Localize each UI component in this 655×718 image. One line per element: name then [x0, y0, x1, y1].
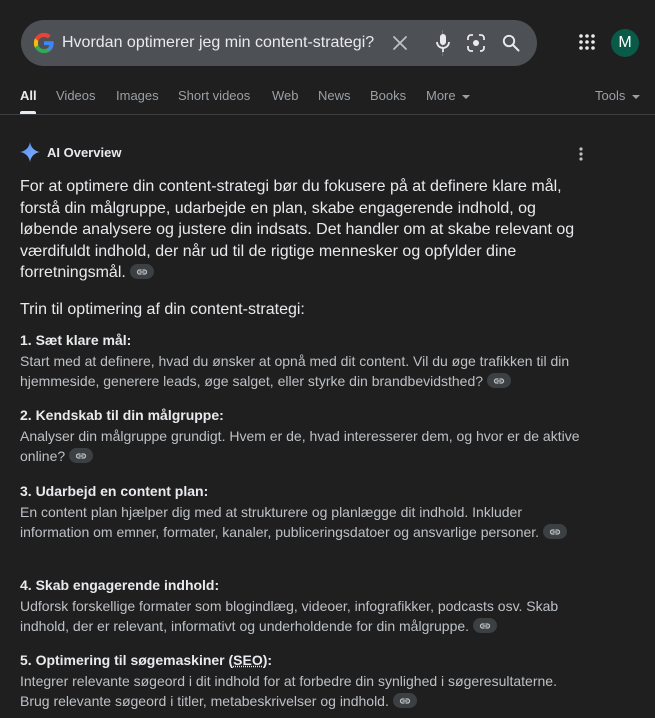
step-body-text: Integrer relevante søgeord i dit indhold for at forbedre din synlighed i søgeresultaterne. Brug relevante søgeord i titler, metabeskrivelser og indhold.	[20, 673, 557, 709]
source-link-button[interactable]	[473, 618, 497, 633]
tab-images[interactable]: Images	[116, 88, 159, 103]
tabs-divider	[0, 114, 655, 115]
close-icon	[392, 35, 408, 51]
link-icon	[549, 527, 561, 537]
step-title-suffix: ):	[262, 652, 273, 668]
gemini-sparkle-icon	[20, 142, 40, 162]
link-icon	[479, 621, 491, 631]
google-logo-icon	[33, 32, 55, 54]
step-body-text: En content plan hjælper dig med at strukturere og planlægge dit indhold. Inkluder information om emner, formater, kanaler, publiceringsdatoer og ansvarlige personer.	[20, 504, 540, 540]
steps-heading: Trin til optimering af din content-strategi:	[20, 301, 305, 318]
source-link-button[interactable]	[69, 448, 93, 463]
chevron-down-icon	[632, 94, 640, 100]
step-item	[20, 576, 580, 636]
link-icon	[75, 451, 87, 461]
chevron-down-icon	[462, 94, 470, 100]
step-title: 2. Kendskab til din målgruppe:	[20, 407, 224, 423]
step-body-text: Start med at definere, hvad du ønsker at opnå med dit content. Vil du øge trafikken til din hjemmeside, generere leads, øge salget, eller styrke din brandbevidsthed?	[20, 353, 570, 389]
apps-grid-icon[interactable]	[578, 33, 596, 51]
step-title: 4. Skab engagerende indhold:	[20, 577, 220, 593]
step-body-text: Udforsk forskellige formater som blogindlæg, videoer, infografikker, podcasts osv. Skab indhold, der er relevant, informativt og underholdende for din målgruppe.	[20, 598, 559, 634]
voice-search-button[interactable]	[431, 31, 455, 55]
source-link-button[interactable]	[393, 693, 417, 708]
step-body	[20, 352, 580, 391]
ai-overview-summary	[20, 176, 580, 284]
summary-text: For at optimere din content-strategi bør du fokusere på at definere klare mål, forstå din målgruppe, udarbejde en plan, skabe engagerende indhold, og løbende analysere og justere din indsats. Det handler om at skabe relevant og værdifuldt indhold, der når ud til de rigtige mennesker og opfylder dine forretningsmål.	[20, 178, 575, 281]
step-body	[20, 672, 580, 711]
tab-short-videos[interactable]: Short videos	[178, 88, 251, 103]
tools-label: Tools	[595, 88, 626, 103]
clear-search-button[interactable]	[388, 31, 412, 55]
step-title	[20, 651, 580, 670]
search-bar[interactable]	[21, 20, 537, 66]
tab-news[interactable]: News	[318, 88, 351, 103]
step-body	[20, 597, 580, 636]
tab-more[interactable]	[426, 88, 470, 103]
search-input[interactable]: Hvordan optimerer jeg min content-strategi?	[62, 34, 375, 51]
search-tabs	[0, 88, 655, 114]
step-body	[20, 503, 580, 542]
link-icon	[136, 267, 148, 277]
step-title: 1. Sæt klare mål:	[20, 332, 132, 348]
ai-overview-title: AI Overview	[47, 145, 122, 160]
step-item	[20, 651, 580, 711]
account-avatar[interactable]: M	[611, 29, 639, 57]
lens-search-button[interactable]	[464, 31, 488, 55]
seo-term-link[interactable]: SEO	[233, 652, 263, 668]
tab-books[interactable]: Books	[370, 88, 407, 103]
more-options-icon[interactable]	[574, 146, 588, 162]
source-link-button[interactable]	[487, 373, 511, 388]
step-title-prefix: 5. Optimering til søgemaskiner (	[20, 652, 234, 668]
tab-more-label: More	[426, 88, 456, 103]
link-icon	[493, 376, 505, 386]
source-link-button[interactable]	[543, 524, 567, 539]
tab-videos[interactable]: Videos	[56, 88, 96, 103]
tools-button[interactable]	[595, 88, 640, 103]
microphone-icon	[434, 33, 452, 53]
search-icon	[502, 34, 520, 52]
step-item	[20, 482, 580, 542]
step-body-text: Analyser din målgruppe grundigt. Hvem er de, hvad interesserer dem, og hvor er de aktive online?	[20, 428, 580, 464]
tab-all[interactable]: All	[20, 88, 37, 103]
tab-web[interactable]: Web	[272, 88, 299, 103]
step-body	[20, 427, 580, 466]
step-item	[20, 331, 580, 391]
link-icon	[399, 696, 411, 706]
step-title: 3. Udarbejd en content plan:	[20, 483, 209, 499]
step-item	[20, 406, 580, 466]
google-lens-icon	[466, 33, 486, 53]
source-link-button[interactable]	[130, 264, 154, 279]
search-button[interactable]	[499, 31, 523, 55]
